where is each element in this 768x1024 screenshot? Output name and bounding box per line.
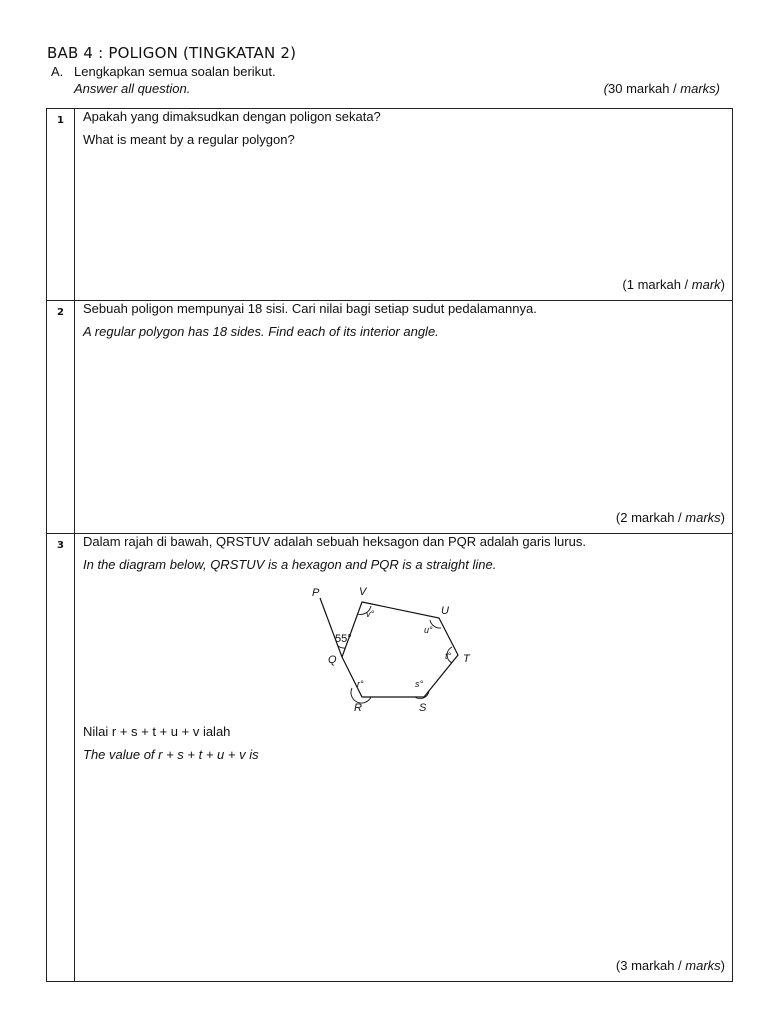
question-body-3 xyxy=(75,534,733,982)
instruction-ms-text: Lengkapkan semua soalan berikut. xyxy=(74,64,276,79)
marks-label xyxy=(622,277,725,292)
marks-ms: (1 markah / xyxy=(622,277,692,292)
section-letter: A. xyxy=(51,64,64,79)
question-text-ms: Apakah yang dimaksudkan dengan poligon sekata? xyxy=(83,109,381,124)
marks-en: marks xyxy=(685,510,721,525)
vertex-label-q: Q xyxy=(328,654,337,666)
instruction-en: Answer all question. xyxy=(74,81,191,96)
angle-label-r: r° xyxy=(357,679,364,689)
vertex-label-t: T xyxy=(463,653,470,665)
question-number: 2 xyxy=(47,301,75,534)
angle-label-55: 55° xyxy=(335,633,352,645)
marks-close: ) xyxy=(720,958,725,973)
line-pq xyxy=(320,598,342,657)
marks-en: mark xyxy=(691,277,721,292)
question-text-en: A regular polygon has 18 sides. Find each of its interior angle. xyxy=(83,324,439,339)
question-row-3 xyxy=(47,534,733,982)
vertex-label-v: V xyxy=(359,586,367,598)
question-text-ms: Dalam rajah di bawah, QRSTUV adalah sebuah heksagon dan PQR adalah garis lurus. xyxy=(83,534,586,549)
vertex-label-p: P xyxy=(312,587,320,599)
marks-ms: (3 markah / xyxy=(615,958,686,973)
question-row-2 xyxy=(47,301,733,534)
marks-close: ) xyxy=(720,277,725,292)
question-text-en: What is meant by a regular polygon? xyxy=(83,132,295,147)
question-row-1 xyxy=(47,109,733,301)
marks-en: marks xyxy=(685,958,721,973)
question-text-ms: Sebuah poligon mempunyai 18 sisi. Cari nilai bagi setiap sudut pedalamannya. xyxy=(83,301,537,316)
vertex-label-r: R xyxy=(354,702,362,714)
value-prompt xyxy=(83,724,259,763)
vertex-label-u: U xyxy=(441,605,449,617)
question-body-2 xyxy=(75,301,733,534)
angle-label-t: t° xyxy=(445,651,452,661)
value-text-en: The value of r + s + t + u + v is xyxy=(83,747,259,762)
angle-label-u: u° xyxy=(424,625,433,635)
question-body-1 xyxy=(75,109,733,301)
total-open: ( xyxy=(603,81,609,96)
hexagon-svg xyxy=(302,584,492,714)
total-marks xyxy=(604,81,720,96)
marks-close: ) xyxy=(720,510,725,525)
hexagon-diagram xyxy=(302,584,492,714)
question-table xyxy=(46,108,733,982)
question-number: 3 xyxy=(47,534,75,982)
marks-ms: (2 markah / xyxy=(615,510,686,525)
total-ms: 30 markah / xyxy=(608,81,681,96)
question-text-en: In the diagram below, QRSTUV is a hexagon and PQR is a straight line. xyxy=(83,557,497,572)
marks-label xyxy=(616,958,725,973)
vertex-label-s: S xyxy=(419,702,427,714)
angle-label-s: s° xyxy=(415,679,424,689)
question-number: 1 xyxy=(47,109,75,301)
total-en: marks) xyxy=(680,81,720,96)
page-title: BAB 4 : POLIGON (TINGKATAN 2) xyxy=(47,44,297,62)
angle-label-v: v° xyxy=(366,609,375,619)
marks-label xyxy=(616,510,725,525)
instruction-ms xyxy=(51,64,276,79)
value-text-ms: Nilai r + s + t + u + v ialah xyxy=(83,724,231,739)
